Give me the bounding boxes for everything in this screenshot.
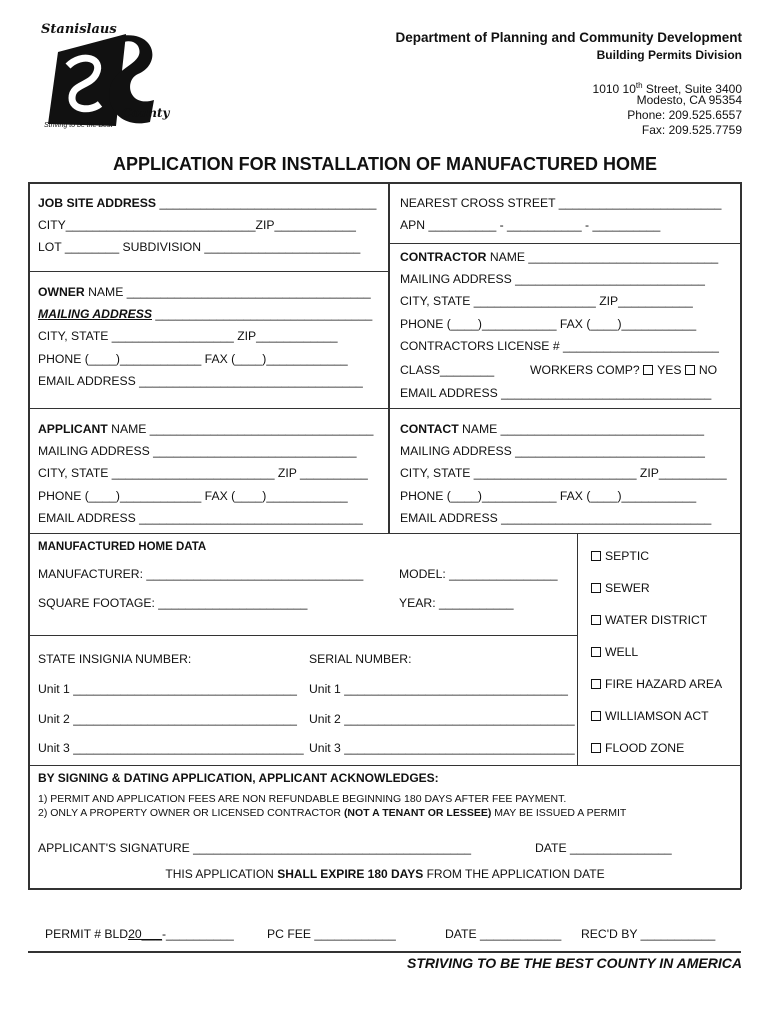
contact-phone-field[interactable]: PHONE (____)___________ FAX (____)___________ bbox=[400, 489, 697, 503]
insignia-unit1-field[interactable]: Unit 1 _________________________________ bbox=[38, 682, 297, 696]
square-footage-field[interactable]: SQUARE FOOTAGE: ______________________ bbox=[38, 596, 308, 610]
model-field[interactable]: MODEL: ________________ bbox=[399, 567, 558, 581]
phone-number: Phone: 209.525.6557 bbox=[627, 108, 742, 122]
footer-rule bbox=[28, 951, 741, 953]
workers-comp-no-checkbox[interactable] bbox=[685, 365, 695, 375]
acknowledgement-line-2: 2) ONLY A PROPERTY OWNER OR LICENSED CONTRACTOR (NOT A TENANT OR LESSEE) MAY BE ISSUED A PERMIT bbox=[38, 807, 627, 819]
expiration-notice: THIS APPLICATION SHALL EXPIRE 180 DAYS FROM THE APPLICATION DATE bbox=[165, 867, 605, 881]
fax-number: Fax: 209.525.7759 bbox=[641, 123, 742, 137]
division-name: Building Permits Division bbox=[596, 48, 742, 62]
pc-fee-field[interactable]: PC FEE ____________ bbox=[267, 927, 396, 941]
workers-comp: WORKERS COMP? YES NO bbox=[530, 363, 718, 377]
apn-field[interactable]: APN __________ - ___________ - __________ bbox=[400, 218, 661, 232]
contractor-email-field[interactable]: EMAIL ADDRESS _______________________________ bbox=[400, 386, 712, 400]
contact-email-field[interactable]: EMAIL ADDRESS _______________________________ bbox=[400, 511, 712, 525]
year-field[interactable]: YEAR: ___________ bbox=[399, 596, 514, 610]
job-site-address-field[interactable]: JOB SITE ADDRESS ________________________________ bbox=[38, 196, 377, 210]
applicant-signature-field[interactable]: APPLICANT'S SIGNATURE _________________________________________ bbox=[38, 841, 472, 855]
insignia-unit2-field[interactable]: Unit 2 _________________________________ bbox=[38, 712, 297, 726]
acknowledgement-line-1: 1) PERMIT AND APPLICATION FEES ARE NON REFUNDABLE BEGINNING 180 DAYS AFTER FEE PAYMENT. bbox=[38, 793, 567, 805]
logo-bottom-text: County bbox=[122, 106, 170, 120]
owner-phone-fax-field[interactable]: PHONE (____)____________ FAX (____)____________ bbox=[38, 352, 348, 366]
owner-city-state-field[interactable]: CITY, STATE __________________ ZIP____________ bbox=[38, 329, 338, 343]
owner-email-field[interactable]: EMAIL ADDRESS _________________________________ bbox=[38, 374, 363, 388]
sewer-checkbox[interactable]: SEWER bbox=[591, 581, 650, 595]
septic-checkbox[interactable]: SEPTIC bbox=[591, 549, 649, 563]
serial-unit3-field[interactable]: Unit 3 __________________________________ bbox=[309, 741, 575, 755]
city-address: Modesto, CA 95354 bbox=[636, 93, 742, 107]
city-zip-field[interactable]: CITY____________________________ZIP____________ bbox=[38, 218, 356, 232]
manufacturer-field[interactable]: MANUFACTURER: ________________________________ bbox=[38, 567, 364, 581]
serial-unit1-field[interactable]: Unit 1 _________________________________ bbox=[309, 682, 568, 696]
insignia-unit3-field[interactable]: Unit 3 __________________________________ bbox=[38, 741, 304, 755]
fire-hazard-checkbox[interactable]: FIRE HAZARD AREA bbox=[591, 677, 722, 691]
flood-zone-checkbox[interactable]: FLOOD ZONE bbox=[591, 741, 684, 755]
contractor-name-field[interactable]: CONTRACTOR NAME ____________________________ bbox=[400, 250, 719, 264]
applicant-email-field[interactable]: EMAIL ADDRESS _________________________________ bbox=[38, 511, 363, 525]
well-checkbox[interactable]: WELL bbox=[591, 645, 638, 659]
lot-subdivision-field[interactable]: LOT ________ SUBDIVISION _______________________ bbox=[38, 240, 361, 254]
street-address: 1010 10th Street, Suite 3400 bbox=[592, 81, 742, 96]
applicant-mailing-field[interactable]: MAILING ADDRESS ______________________________ bbox=[38, 444, 357, 458]
received-by-field[interactable]: REC'D BY ___________ bbox=[581, 927, 716, 941]
nearest-cross-street-field[interactable]: NEAREST CROSS STREET ________________________ bbox=[400, 196, 722, 210]
footer-slogan: STRIVING TO BE THE BEST COUNTY IN AMERICA bbox=[407, 955, 742, 971]
water-district-checkbox[interactable]: WATER DISTRICT bbox=[591, 613, 707, 627]
serial-number-label: SERIAL NUMBER: bbox=[309, 652, 412, 666]
office-date-field[interactable]: DATE ____________ bbox=[445, 927, 562, 941]
state-insignia-label: STATE INSIGNIA NUMBER: bbox=[38, 652, 192, 666]
workers-comp-yes-checkbox[interactable] bbox=[643, 365, 653, 375]
applicant-name-field[interactable]: APPLICANT NAME _________________________________ bbox=[38, 422, 374, 436]
contact-city-field[interactable]: CITY, STATE ________________________ ZIP__________ bbox=[400, 466, 727, 480]
home-data-heading: MANUFACTURED HOME DATA bbox=[38, 541, 207, 553]
owner-mailing-address-field[interactable]: MAILING ADDRESS ________________________________ bbox=[38, 307, 373, 321]
applicant-phone-field[interactable]: PHONE (____)____________ FAX (____)____________ bbox=[38, 489, 348, 503]
permit-number-field[interactable]: PERMIT # BLD20___-__________ bbox=[45, 927, 234, 941]
contractor-city-field[interactable]: CITY, STATE __________________ ZIP___________ bbox=[400, 294, 693, 308]
owner-name-field[interactable]: OWNER NAME ____________________________________ bbox=[38, 285, 371, 299]
form-title: APPLICATION FOR INSTALLATION OF MANUFACTURED HOME bbox=[113, 154, 657, 174]
acknowledgement-heading: BY SIGNING & DATING APPLICATION, APPLICANT ACKNOWLEDGES: bbox=[38, 771, 439, 785]
contact-mailing-field[interactable]: MAILING ADDRESS ____________________________ bbox=[400, 444, 705, 458]
applicant-city-field[interactable]: CITY, STATE ________________________ ZIP __________ bbox=[38, 466, 368, 480]
logo-tagline: Striving to be the Best bbox=[44, 122, 113, 129]
contact-name-field[interactable]: CONTACT NAME ______________________________ bbox=[400, 422, 704, 436]
contractor-class-field[interactable]: CLASS________ bbox=[400, 363, 495, 377]
williamson-act-checkbox[interactable]: WILLIAMSON ACT bbox=[591, 709, 709, 723]
contractor-license-field[interactable]: CONTRACTORS LICENSE # _______________________ bbox=[400, 339, 719, 353]
signature-date-field[interactable]: DATE _______________ bbox=[535, 841, 672, 855]
department-name: Department of Planning and Community Development bbox=[395, 30, 742, 45]
contractor-phone-field[interactable]: PHONE (____)___________ FAX (____)___________ bbox=[400, 317, 697, 331]
logo-top-text: Stanislaus bbox=[41, 22, 117, 37]
serial-unit2-field[interactable]: Unit 2 __________________________________ bbox=[309, 712, 575, 726]
contractor-mailing-field[interactable]: MAILING ADDRESS ____________________________ bbox=[400, 272, 705, 286]
county-logo bbox=[38, 22, 170, 134]
